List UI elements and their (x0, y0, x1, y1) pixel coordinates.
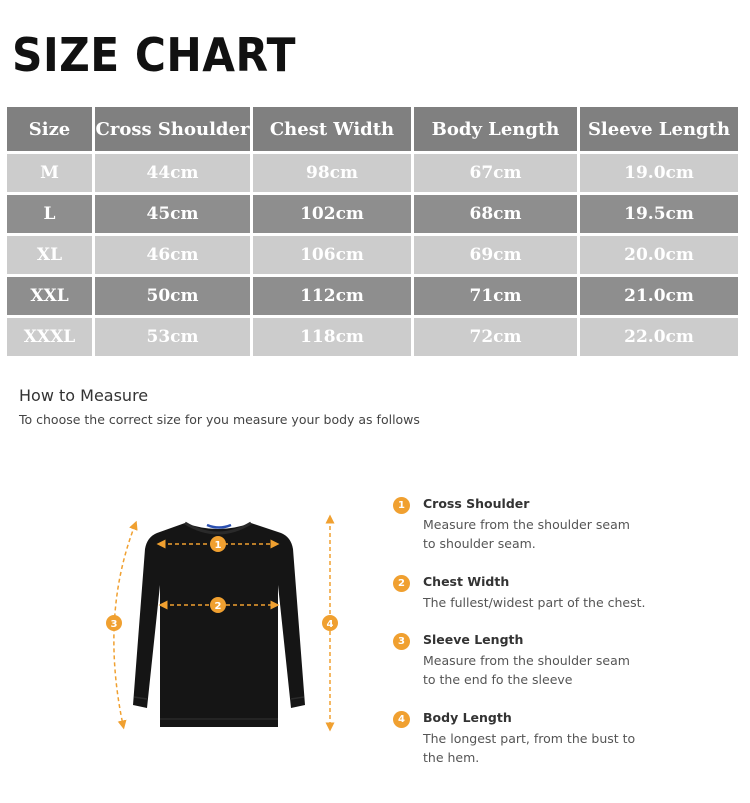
legend-line: to the end fo the sleeve (423, 672, 573, 687)
cell-chest-width: 102cm (253, 195, 414, 236)
header-cross-shoulder: Cross Shoulder (95, 107, 253, 154)
header-chest-width: Chest Width (253, 107, 414, 154)
cell-body-length: 71cm (414, 277, 580, 318)
legend-line: Measure from the shoulder seam (423, 517, 630, 532)
cell-size: M (7, 154, 95, 195)
page-title: SIZE CHART (12, 28, 296, 82)
cell-body-length: 68cm (414, 195, 580, 236)
cell-cross-shoulder: 44cm (95, 154, 253, 195)
cell-body-length: 72cm (414, 318, 580, 359)
legend-description (423, 729, 663, 767)
cell-sleeve-length: 21.0cm (580, 277, 738, 318)
cell-chest-width: 118cm (253, 318, 414, 359)
how-to-measure-subtitle: To choose the correct size for you measure your body as follows (19, 412, 420, 427)
number-badge-icon: 1 (393, 497, 410, 514)
svg-text:1: 1 (214, 540, 222, 551)
legend-title: Cross Shoulder (423, 496, 530, 511)
legend-line: to shoulder seam. (423, 536, 536, 551)
number-badge-icon: 4 (393, 711, 410, 728)
cell-body-length: 67cm (414, 154, 580, 195)
header-body-length: Body Length (414, 107, 580, 154)
cell-chest-width: 112cm (253, 277, 414, 318)
cell-sleeve-length: 19.5cm (580, 195, 738, 236)
header-sleeve-length: Sleeve Length (580, 107, 738, 154)
cell-sleeve-length: 20.0cm (580, 236, 738, 277)
legend-title: Body Length (423, 710, 512, 725)
size-table (7, 107, 738, 365)
svg-text:2: 2 (214, 601, 222, 612)
cell-cross-shoulder: 53cm (95, 318, 253, 359)
number-badge-icon: 3 (393, 633, 410, 650)
cell-size: XXL (7, 277, 95, 318)
number-badge-icon: 2 (393, 575, 410, 592)
legend-line: Measure from the shoulder seam (423, 653, 630, 668)
cell-size: XL (7, 236, 95, 277)
legend-description (423, 593, 663, 612)
legend-line: The fullest/widest part of the chest. (423, 595, 646, 610)
sweater-illustration (95, 505, 355, 740)
legend-line: The longest part, from the bust to (423, 731, 636, 746)
header-size: Size (7, 107, 95, 154)
cell-cross-shoulder: 46cm (95, 236, 253, 277)
cell-cross-shoulder: 50cm (95, 277, 253, 318)
svg-text:3: 3 (110, 619, 118, 630)
sweater-shape (133, 523, 305, 727)
cell-size: XXXL (7, 318, 95, 359)
cell-cross-shoulder: 45cm (95, 195, 253, 236)
legend-description (423, 515, 663, 553)
cell-chest-width: 106cm (253, 236, 414, 277)
cell-sleeve-length: 22.0cm (580, 318, 738, 359)
cell-sleeve-length: 19.0cm (580, 154, 738, 195)
svg-text:4: 4 (326, 619, 334, 630)
cell-size: L (7, 195, 95, 236)
legend-description (423, 651, 663, 689)
cell-body-length: 69cm (414, 236, 580, 277)
legend-title: Chest Width (423, 574, 510, 589)
cell-chest-width: 98cm (253, 154, 414, 195)
how-to-measure-heading: How to Measure (19, 386, 149, 405)
legend-line: the hem. (423, 750, 480, 765)
legend-title: Sleeve Length (423, 632, 524, 647)
